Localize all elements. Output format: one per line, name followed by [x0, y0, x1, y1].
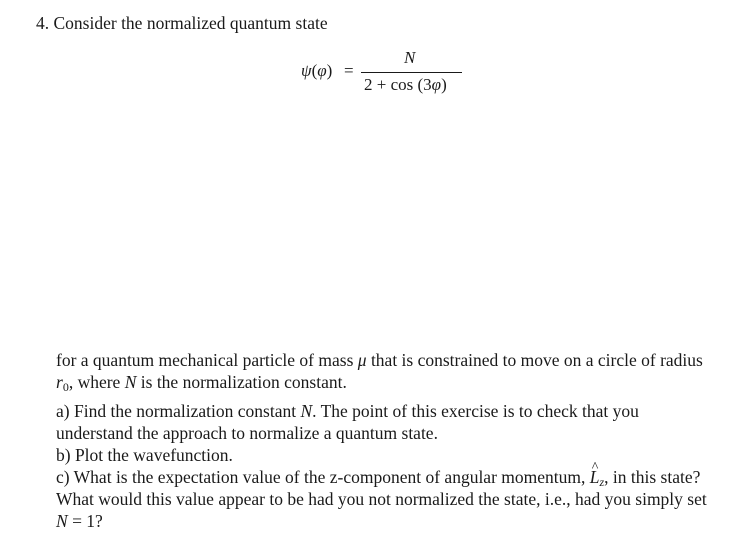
problem-intro: Consider the normalized quantum state: [53, 13, 328, 33]
fraction-bar: [361, 72, 462, 73]
equals-sign: =: [344, 61, 354, 80]
operator-subscript: z: [599, 475, 605, 489]
radius-subscript: 0: [62, 380, 69, 394]
problem-body: [56, 349, 710, 532]
denominator-suffix: ): [441, 75, 447, 94]
mass-symbol: μ: [357, 350, 367, 370]
lhs-close-paren: ): [326, 61, 333, 80]
part-b-label: b): [56, 445, 71, 465]
part-a-label: a): [56, 401, 70, 421]
phi-symbol: φ: [317, 61, 327, 80]
part-c: c) What is the expectation value of the z-component of angular momentum, ^ $L_z$, in this state? What would this value appear to be had you not normalized the state, i.e., had you simply set N = 1?: [56, 466, 710, 532]
problem-number: 4.: [36, 13, 50, 33]
denominator-phi: φ: [431, 75, 442, 94]
part-c-label: c): [56, 467, 70, 487]
fraction-numerator: N: [404, 48, 416, 67]
description-paragraph: for a quantum mechanical particle of mass μ that is constrained to move on a circle of radius $r_0$, where N is the normalization constant.: [56, 350, 703, 394]
angular-momentum-operator: ^ L: [590, 466, 600, 488]
wavefunction-equation: [301, 48, 471, 102]
part-a: a) Find the normalization constant N. The point of this exercise is to check that you understand the approach to normalize a quantum state.: [56, 401, 639, 443]
problem-heading: [36, 12, 328, 34]
psi-symbol: ψ: [301, 61, 312, 80]
part-a-symbol: N: [300, 401, 313, 421]
denominator-prefix: 2 + cos (3: [364, 75, 432, 94]
part-c-symbol: N: [56, 511, 68, 531]
equation-lhs: [301, 61, 332, 81]
part-b: b) Plot the wavefunction.: [56, 445, 233, 465]
radius-symbol: r: [56, 372, 63, 392]
fraction-denominator: [364, 75, 447, 95]
lhs-open-paren: (: [311, 61, 318, 80]
norm-symbol: N: [124, 372, 137, 392]
